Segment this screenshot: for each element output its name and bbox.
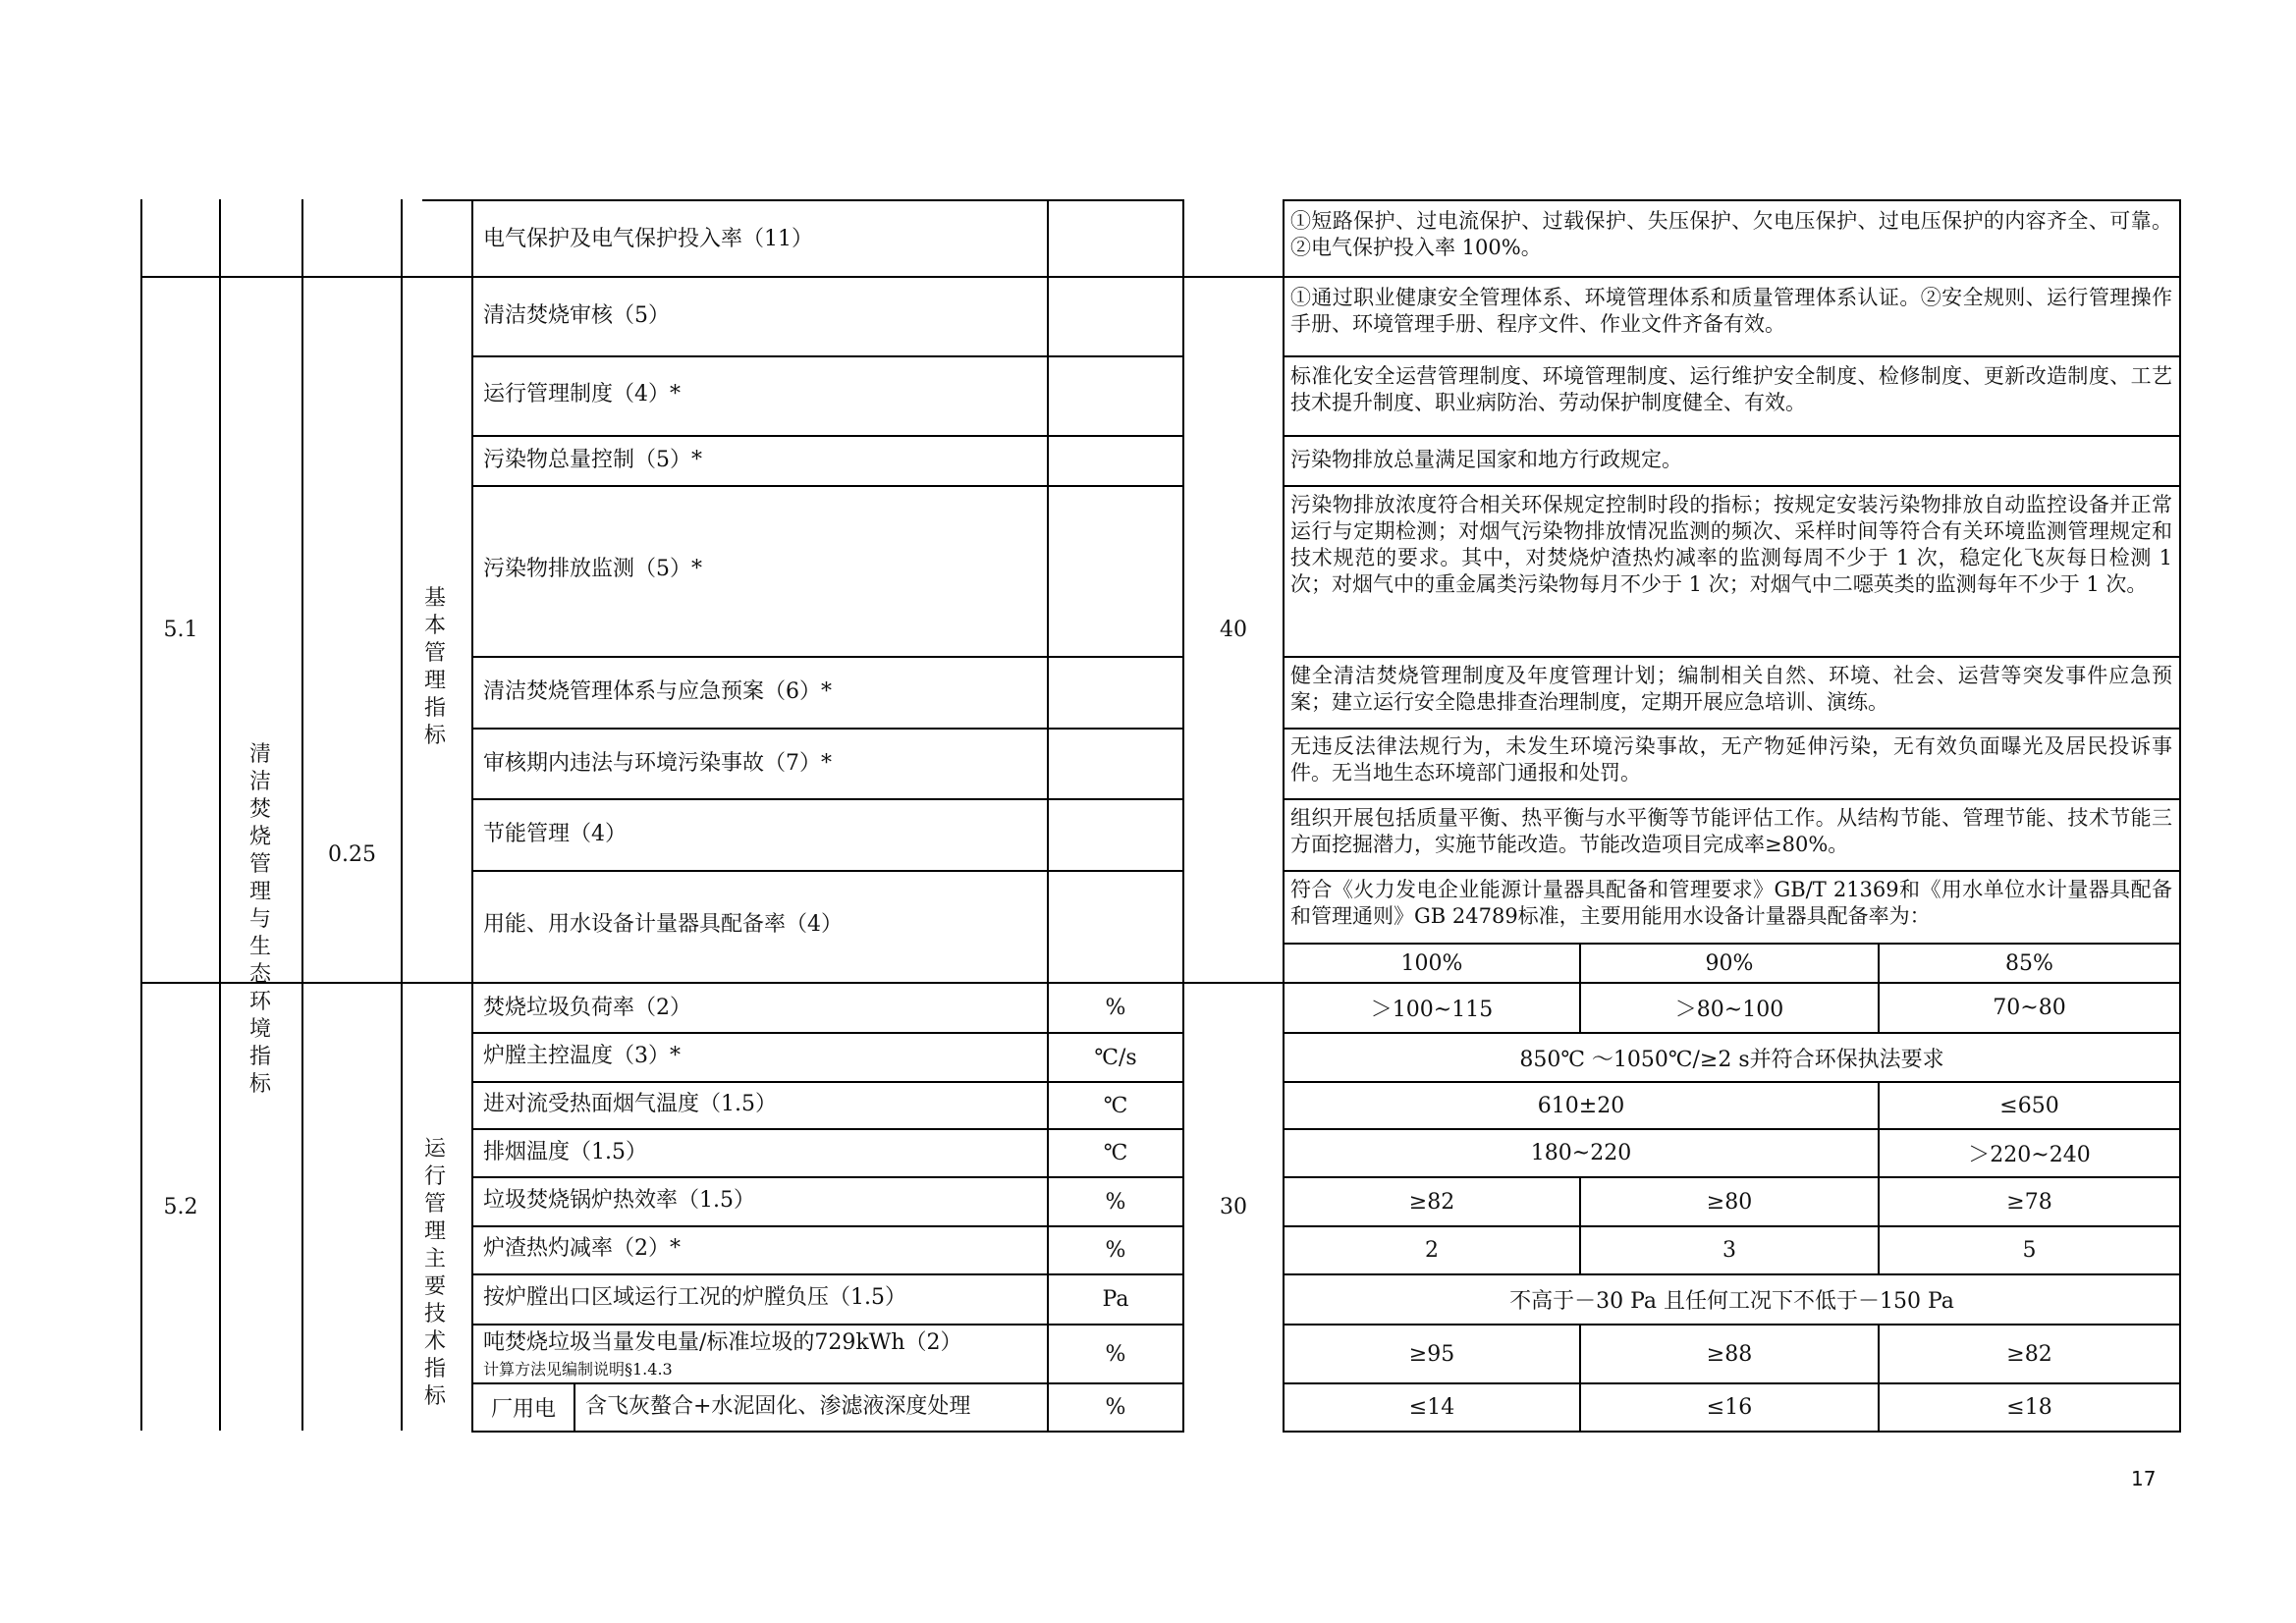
metering-level-3: 85% <box>2005 950 2053 976</box>
level2-basic-management: 基本管理指标 <box>423 586 446 748</box>
section-5-2-number: 5.2 <box>163 1195 198 1219</box>
load-rate-indicator: 焚烧垃圾负荷率（2） <box>483 996 691 1020</box>
power-generation-level-1: ≥95 <box>1408 1341 1455 1367</box>
boiler-efficiency-unit: % <box>1105 1189 1126 1215</box>
station-power-unit: % <box>1105 1395 1126 1420</box>
power-generation-unit: % <box>1105 1341 1126 1367</box>
station-power-level-3: ≤18 <box>2006 1395 2052 1420</box>
level2-weight-operation: 30 <box>1220 1195 1247 1219</box>
boiler-efficiency-indicator: 垃圾焚烧锅炉热效率（1.5） <box>483 1188 755 1213</box>
load-rate-level-1: ＞100~115 <box>1370 998 1494 1022</box>
boiler-efficiency-level-3: ≥78 <box>2006 1189 2052 1215</box>
boiler-efficiency-level-2: ≥80 <box>1706 1189 1753 1215</box>
load-rate-unit: % <box>1105 996 1126 1020</box>
exhaust-temp-level-1-2: 180~220 <box>1530 1141 1632 1165</box>
clean-incineration-audit-requirement: ①通过职业健康安全管理体系、环境管理体系和质量管理体系认证。②安全规则、运行管理操作手册、环境管理手册、程序文件、作业文件齐备有效。 <box>1290 286 2172 336</box>
slag-loss-indicator: 炉渣热灼减率（2）* <box>483 1236 681 1261</box>
power-generation-indicator: 吨焚烧垃圾当量发电量/标准垃圾的729kWh（2） <box>483 1330 962 1355</box>
furnace-temp-indicator: 炉膛主控温度（3）* <box>483 1044 681 1068</box>
page-number: 17 <box>2131 1467 2157 1490</box>
pollutant-total-control-requirement: 污染物排放总量满足国家和地方行政规定。 <box>1290 448 1682 471</box>
violation-accident-requirement: 无违反法律法规行为，未发生环境污染事故，无产物延伸污染，无有效负面曝光及居民投诉事件。无当地生态环境部门通报和处罚。 <box>1290 734 2172 784</box>
slag-loss-unit: % <box>1105 1238 1126 1263</box>
section-5-1-number: 5.1 <box>163 618 198 642</box>
violation-accident-indicator: 审核期内违法与环境污染事故（7）* <box>483 751 832 776</box>
station-power-level-1: ≤14 <box>1408 1395 1455 1420</box>
furnace-temp-requirement: 850℃ ～1050℃/≥2 s并符合环保执法要求 <box>1519 1047 1944 1072</box>
emergency-plan-indicator: 清洁焚烧管理体系与应急预案（6）* <box>483 679 832 704</box>
power-generation-level-3: ≥82 <box>2006 1341 2052 1367</box>
level2-weight-basic: 40 <box>1220 618 1247 642</box>
furnace-negative-pressure-indicator: 按炉膛出口区域运行工况的炉膛负压（1.5） <box>483 1285 906 1310</box>
convection-flue-temp-level-1-2: 610±20 <box>1537 1093 1625 1118</box>
station-power-condition: 含飞灰螯合+水泥固化、渗滤液深度处理 <box>585 1394 971 1419</box>
station-power-level-2: ≤16 <box>1706 1395 1753 1420</box>
convection-flue-temp-level-3: ≤650 <box>1999 1093 2059 1118</box>
furnace-temp-unit: ℃/s <box>1094 1045 1137 1070</box>
emergency-plan-requirement: 健全清洁焚烧管理制度及年度管理计划；编制相关自然、环境、社会、运营等突发事件应急预案；建立运行安全隐患排查治理制度，定期开展应急培训、演练。 <box>1290 664 2172 714</box>
energy-saving-management-indicator: 节能管理（4） <box>483 822 627 846</box>
pollutant-total-control-indicator: 污染物总量控制（5）* <box>483 448 702 472</box>
metering-level-1: 100% <box>1400 950 1463 976</box>
level1-weight: 0.25 <box>328 841 376 867</box>
level2-operation-technical: 运行管理主要技术指标 <box>423 1137 446 1409</box>
level1-indicator-name: 清洁焚烧管理与生态环境指标 <box>248 742 271 1097</box>
convection-flue-temp-unit: ℃ <box>1103 1093 1128 1118</box>
pollutant-monitoring-indicator: 污染物排放监测（5）* <box>483 557 702 581</box>
exhaust-temp-indicator: 排烟温度（1.5） <box>483 1140 647 1164</box>
load-rate-level-2: ＞80~100 <box>1674 998 1784 1022</box>
metering-equipment-indicator: 用能、用水设备计量器具配备率（4） <box>483 912 843 937</box>
exhaust-temp-level-3: ＞220~240 <box>1968 1143 2091 1167</box>
convection-flue-temp-indicator: 进对流受热面烟气温度（1.5） <box>483 1092 777 1116</box>
pollutant-monitoring-requirement: 污染物排放浓度符合相关环保规定控制时段的指标；按规定安装污染物排放自动监控设备并正常运行与定期检测；对烟气污染物排放情况监测的频次、采样时间等符合有关环境监测管理规定和技术规范的要求。其中，对焚烧炉渣热灼减率的监测每周不少于 1 次，稳定化飞灰每日检测 1 次；对烟气中的重金属类污染物每月不少于 1 次；对烟气中二噁英类的监测每年不少于 1 次。 <box>1290 493 2172 596</box>
operation-management-system-requirement: 标准化安全运营管理制度、环境管理制度、运行维护安全制度、检修制度、更新改造制度、工艺技术提升制度、职业病防治、劳动保护制度健全、有效。 <box>1290 364 2172 414</box>
clean-incineration-audit-indicator: 清洁焚烧审核（5） <box>483 303 670 328</box>
slag-loss-level-2: 3 <box>1722 1238 1736 1263</box>
metering-level-2: 90% <box>1705 950 1754 976</box>
slag-loss-level-1: 2 <box>1425 1238 1439 1263</box>
row-electrical-protection-requirement: ①短路保护、过电流保护、过载保护、失压保护、欠电压保护、过电压保护的内容齐全、可靠。②电气保护投入率 100%。 <box>1290 209 2172 259</box>
energy-saving-management-requirement: 组织开展包括质量平衡、热平衡与水平衡等节能评估工作。从结构节能、管理节能、技术节能三方面挖掘潜力，实施节能改造。节能改造项目完成率≥80%。 <box>1290 806 2172 856</box>
slag-loss-level-3: 5 <box>2022 1238 2037 1263</box>
load-rate-level-3: 70~80 <box>1993 996 2066 1020</box>
boiler-efficiency-level-1: ≥82 <box>1408 1189 1455 1215</box>
power-generation-level-2: ≥88 <box>1706 1341 1753 1367</box>
furnace-negative-pressure-unit: Pa <box>1102 1287 1129 1312</box>
metering-equipment-requirement: 符合《火力发电企业能源计量器具配备和管理要求》GB/T 21369和《用水单位水计量器具配备和管理通则》GB 24789标准，主要用能用水设备计量器具配备率为： <box>1290 878 2172 928</box>
station-power-label: 厂用电 <box>490 1397 556 1422</box>
furnace-negative-pressure-requirement: 不高于－30 Pa 且任何工况下不低于－150 Pa <box>1509 1289 1954 1314</box>
exhaust-temp-unit: ℃ <box>1103 1141 1128 1165</box>
power-generation-note: 计算方法见编制说明§1.4.3 <box>483 1360 673 1379</box>
row-electrical-protection-indicator: 电气保护及电气保护投入率（11） <box>483 227 813 251</box>
operation-management-system-indicator: 运行管理制度（4）* <box>483 382 681 406</box>
